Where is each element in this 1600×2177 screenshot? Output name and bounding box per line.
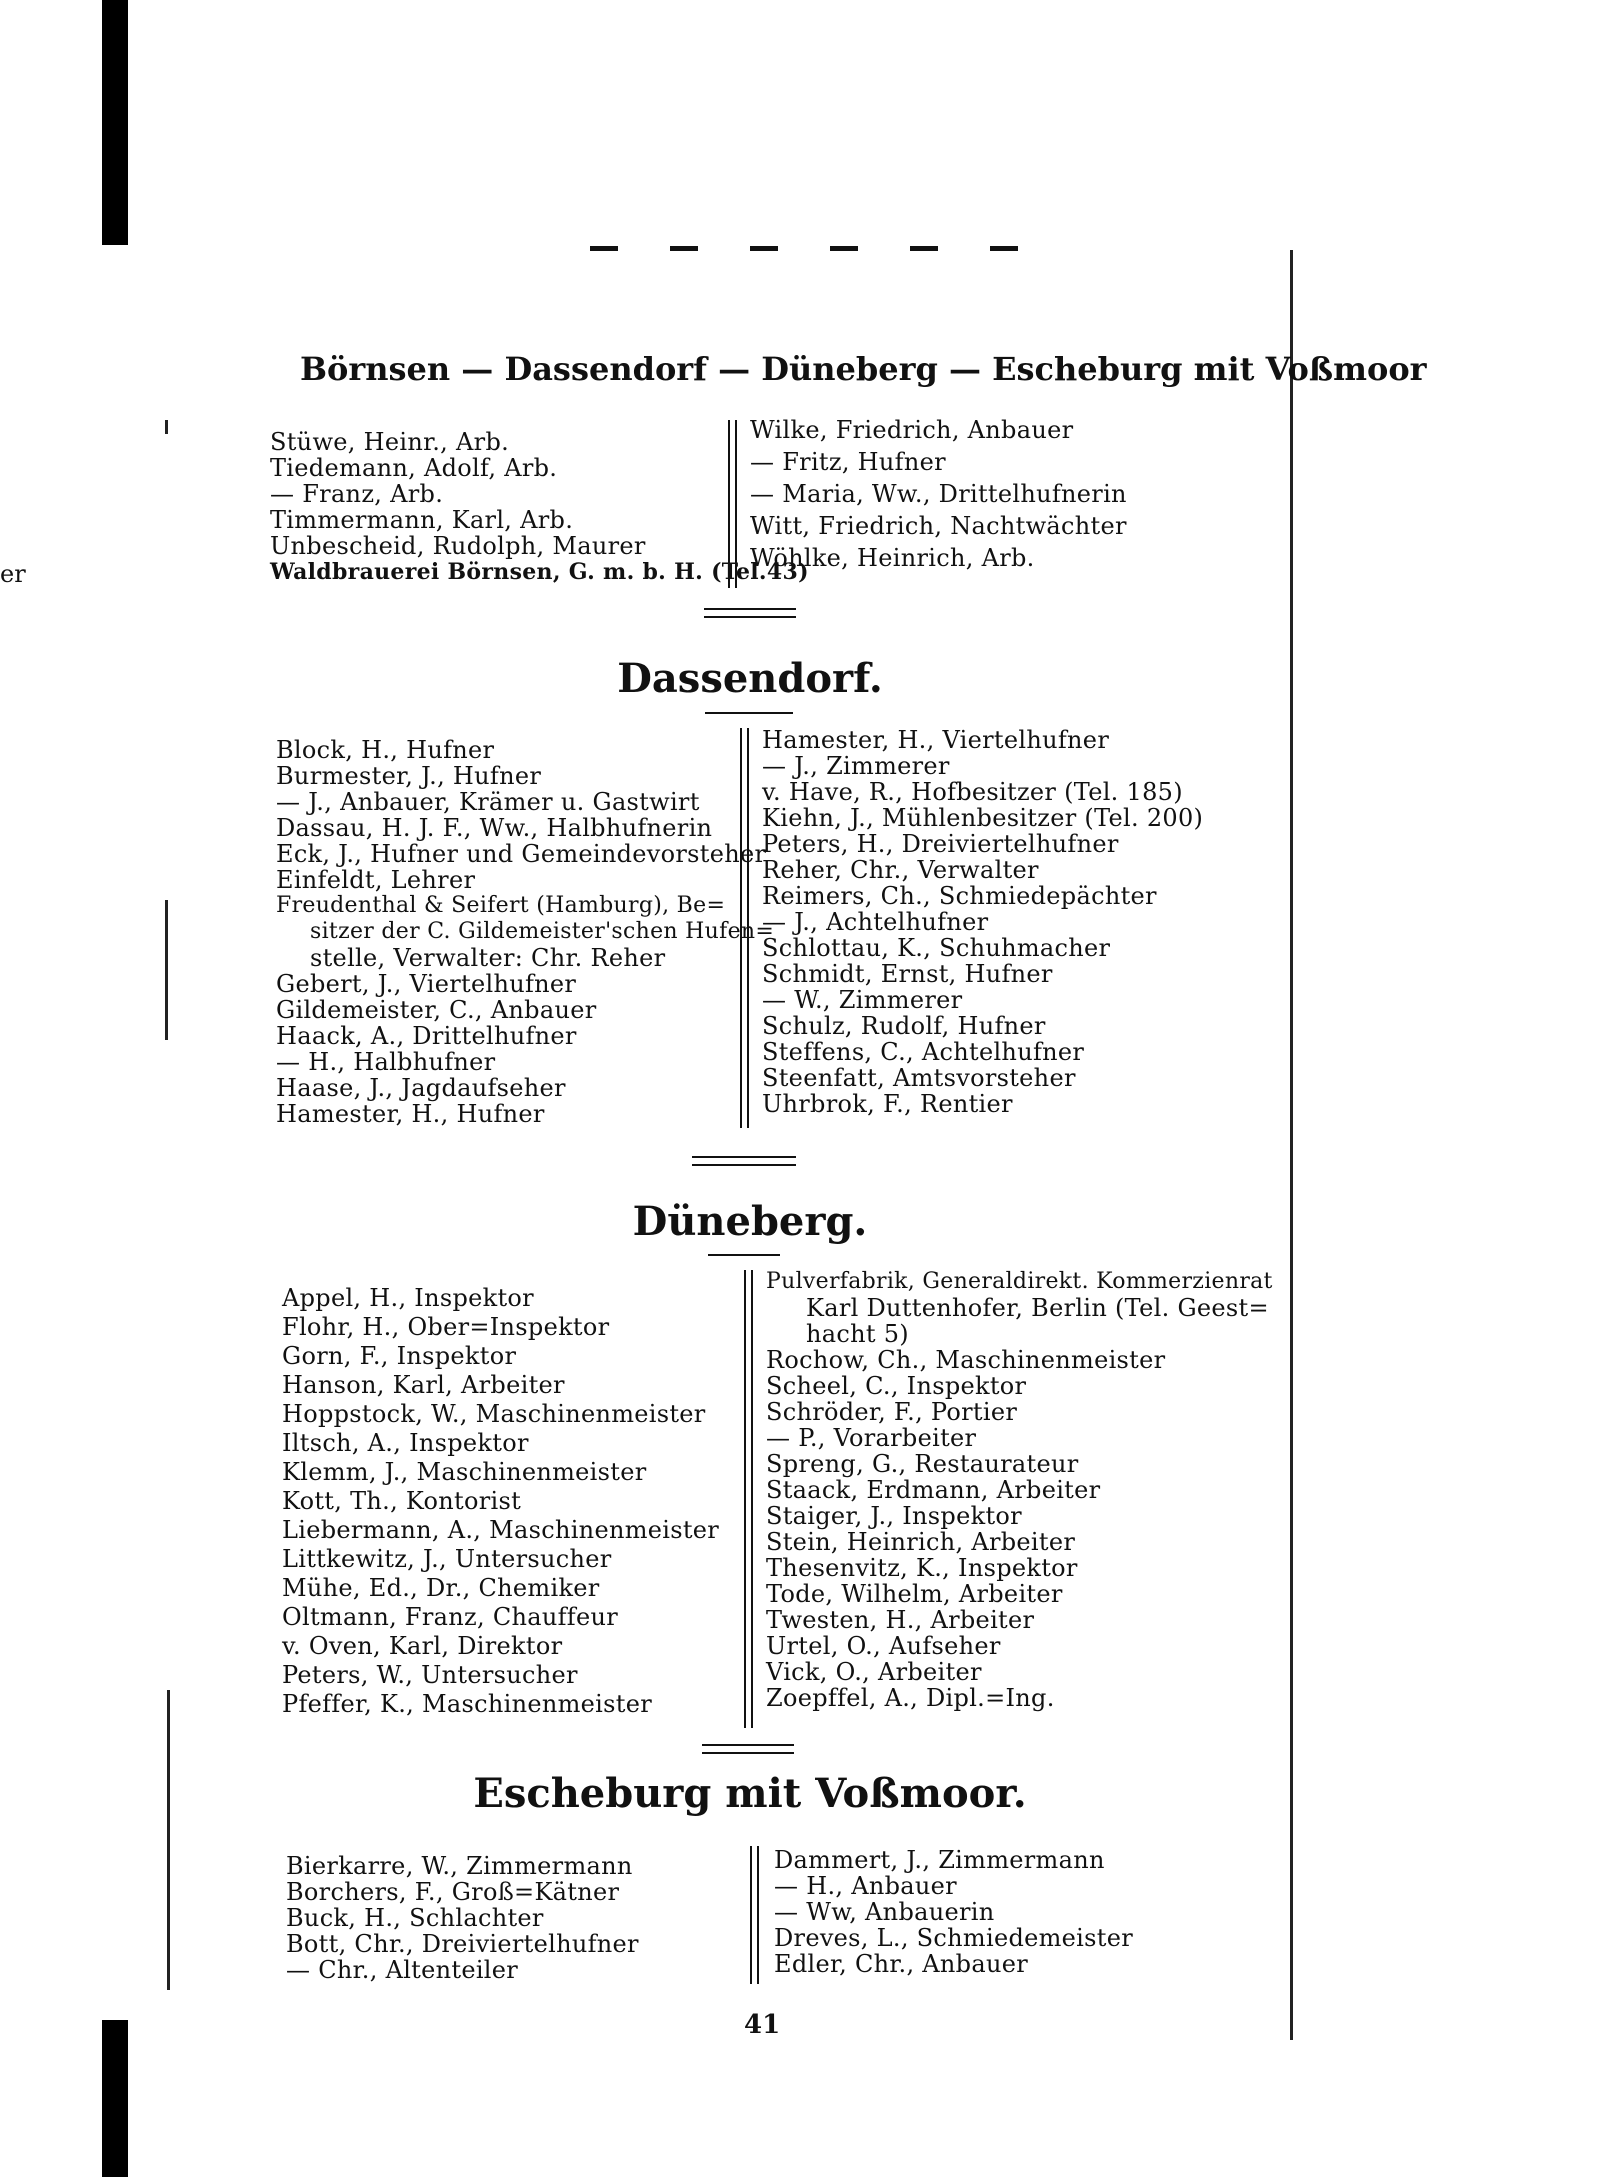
entry-right: Schlottau, K., Schuhmacher (762, 934, 1111, 962)
entry-left: Hoppstock, W., Maschinenmeister (282, 1400, 706, 1428)
entry-left: stelle, Verwalter: Chr. Reher (310, 944, 666, 972)
entry-right: Schröder, F., Portier (766, 1398, 1018, 1426)
entry-right: Scheel, C., Inspektor (766, 1372, 1027, 1400)
entry-left: sitzer der C. Gildemeister'schen Hufen= (310, 919, 775, 944)
entry-right: Dreves, L., Schmiedemeister (774, 1924, 1133, 1952)
column-divider (728, 420, 737, 588)
entry-right: v. Have, R., Hofbesitzer (Tel. 185) (762, 778, 1183, 806)
entry-left: Hamester, H., Hufner (276, 1100, 545, 1128)
entry-right: Reimers, Ch., Schmiedepächter (762, 882, 1157, 910)
entry-right: Karl Duttenhofer, Berlin (Tel. Geest= (806, 1294, 1269, 1322)
entry-right: Thesenvitz, K., Inspektor (766, 1554, 1078, 1582)
entry-left: Einfeldt, Lehrer (276, 866, 476, 894)
entry-right: Spreng, G., Restaurateur (766, 1450, 1079, 1478)
section-rule (702, 1744, 794, 1754)
section-title: Dassendorf. (617, 655, 883, 702)
entry-right: Wilke, Friedrich, Anbauer (750, 416, 1074, 444)
entry-right: Schulz, Rudolf, Hufner (762, 1012, 1046, 1040)
entry-right: Staack, Erdmann, Arbeiter (766, 1476, 1101, 1504)
entry-left: Block, H., Hufner (276, 736, 495, 764)
entry-right: Pulverfabrik, Generaldirekt. Kommerzienrat (766, 1269, 1273, 1294)
entry-left: Oltmann, Franz, Chauffeur (282, 1603, 619, 1631)
entry-left: Timmermann, Karl, Arb. (270, 506, 574, 534)
entry-right: Staiger, J., Inspektor (766, 1502, 1022, 1530)
entry-left: Dassau, H. J. F., Ww., Halbhufnerin (276, 814, 713, 842)
entry-left: Eck, J., Hufner und Gemeindevorsteher (276, 840, 767, 868)
column-divider (740, 728, 749, 1128)
entry-left: Hanson, Karl, Arbeiter (282, 1371, 565, 1399)
entry-left: Iltsch, A., Inspektor (282, 1429, 529, 1457)
title-underline (708, 1254, 780, 1256)
entry-left: Appel, H., Inspektor (282, 1284, 534, 1312)
entry-left: Gildemeister, C., Anbauer (276, 996, 597, 1024)
entry-right: Witt, Friedrich, Nachtwächter (750, 512, 1127, 540)
directory-page (150, 250, 1427, 2040)
entry-left: Bott, Chr., Dreiviertelhufner (286, 1930, 639, 1958)
title-underline (705, 712, 793, 714)
entry-left: — Chr., Altenteiler (286, 1956, 519, 1984)
entry-left: — J., Anbauer, Krämer u. Gastwirt (276, 788, 700, 816)
entry-right: Tode, Wilhelm, Arbeiter (766, 1580, 1063, 1608)
entry-left: Stüwe, Heinr., Arb. (270, 428, 510, 456)
entry-right: Rochow, Ch., Maschinenmeister (766, 1346, 1166, 1374)
margin-mark (167, 1690, 170, 1990)
entry-left: — H., Halbhufner (276, 1048, 496, 1076)
entry-left: Klemm, J., Maschinenmeister (282, 1458, 647, 1486)
entry-right: Steenfatt, Amtsvorsteher (762, 1064, 1076, 1092)
scan-border-bottom (102, 2020, 128, 2177)
page-number: 41 (744, 2010, 781, 2040)
scan-border-top (102, 0, 128, 245)
margin-mark (165, 900, 168, 1040)
section-title: Escheburg mit Voßmoor. (473, 1770, 1027, 1817)
entry-right: Uhrbrok, F., Rentier (762, 1090, 1013, 1118)
running-header: Börnsen — Dassendorf — Düneberg — Escheburg mit Voßmoor (300, 350, 1427, 388)
entry-right: Steffens, C., Achtelhufner (762, 1038, 1085, 1066)
entry-left: Bierkarre, W., Zimmermann (286, 1852, 633, 1880)
entry-left: Waldbrauerei Börnsen, G. m. b. H. (Tel.43) (270, 559, 809, 585)
entry-right: — P., Vorarbeiter (766, 1424, 977, 1452)
entry-right: Peters, H., Dreiviertelhufner (762, 830, 1119, 858)
entry-left: Tiedemann, Adolf, Arb. (270, 454, 558, 482)
entry-right: — J., Zimmerer (762, 752, 950, 780)
entry-right: Schmidt, Ernst, Hufner (762, 960, 1053, 988)
entry-left: Flohr, H., Ober=Inspektor (282, 1313, 610, 1341)
entry-left: Freudenthal & Seifert (Hamburg), Be= (276, 893, 726, 918)
entry-left: Haack, A., Drittelhufner (276, 1022, 577, 1050)
entry-left: Burmester, J., Hufner (276, 762, 542, 790)
entry-left: — Franz, Arb. (270, 480, 444, 508)
entry-left: Kott, Th., Kontorist (282, 1487, 522, 1515)
entry-right: — Maria, Ww., Drittelhufnerin (750, 480, 1127, 508)
entry-right: Urtel, O., Aufseher (766, 1632, 1001, 1660)
entry-left: Haase, J., Jagdaufseher (276, 1074, 566, 1102)
column-divider (750, 1846, 759, 1984)
entry-right: — Ww, Anbauerin (774, 1898, 995, 1926)
margin-mark (165, 420, 168, 434)
entry-right: — H., Anbauer (774, 1872, 957, 1900)
entry-left: Peters, W., Untersucher (282, 1661, 578, 1689)
entry-left: Borchers, F., Groß=Kätner (286, 1878, 620, 1906)
entry-right: Zoepffel, A., Dipl.=Ing. (766, 1684, 1055, 1712)
entry-right: Stein, Heinrich, Arbeiter (766, 1528, 1076, 1556)
entry-right: — Fritz, Hufner (750, 448, 946, 476)
entry-left: Liebermann, A., Maschinenmeister (282, 1516, 720, 1544)
entry-right: Reher, Chr., Verwalter (762, 856, 1039, 884)
entry-right: Hamester, H., Viertelhufner (762, 726, 1110, 754)
entry-left: Pfeffer, K., Maschinenmeister (282, 1690, 652, 1718)
entry-right: Wöhlke, Heinrich, Arb. (750, 544, 1035, 572)
entry-right: Edler, Chr., Anbauer (774, 1950, 1028, 1978)
section-rule (704, 608, 796, 618)
entry-left: Mühe, Ed., Dr., Chemiker (282, 1574, 600, 1602)
entry-left: Gorn, F., Inspektor (282, 1342, 517, 1370)
section-rule (692, 1156, 796, 1166)
entry-right: Dammert, J., Zimmermann (774, 1846, 1105, 1874)
section-title: Düneberg. (632, 1198, 868, 1245)
entry-right: Kiehn, J., Mühlenbesitzer (Tel. 200) (762, 804, 1204, 832)
entry-right: Vick, O., Arbeiter (766, 1658, 982, 1686)
entry-right: Twesten, H., Arbeiter (766, 1606, 1035, 1634)
entry-left: Gebert, J., Viertelhufner (276, 970, 577, 998)
entry-right: — W., Zimmerer (762, 986, 963, 1014)
entry-right: — J., Achtelhufner (762, 908, 989, 936)
entry-left: Buck, H., Schlachter (286, 1904, 544, 1932)
entry-right: hacht 5) (806, 1320, 909, 1348)
entry-left: Unbescheid, Rudolph, Maurer (270, 532, 646, 560)
column-divider (744, 1270, 753, 1728)
adjacent-page-fragment: er (0, 560, 26, 588)
entry-left: v. Oven, Karl, Direktor (282, 1632, 563, 1660)
entry-left: Littkewitz, J., Untersucher (282, 1545, 612, 1573)
